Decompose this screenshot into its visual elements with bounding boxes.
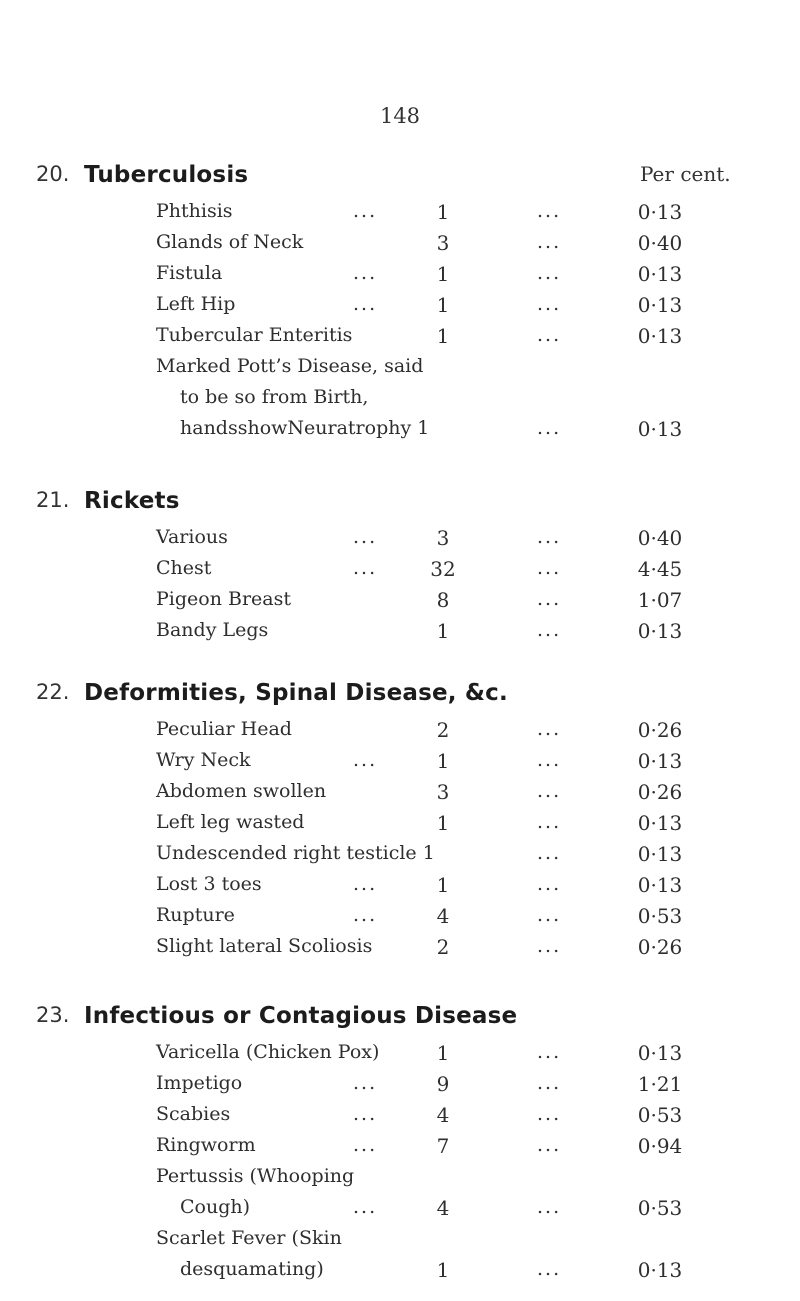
row-label: Glands of Neck xyxy=(156,231,304,253)
row-percent: 0·13 xyxy=(637,811,683,835)
row-label: Pertussis (Whooping xyxy=(156,1165,355,1187)
row-label: Various xyxy=(156,526,228,548)
leader-dots: ... xyxy=(353,293,378,315)
section-number: 23. xyxy=(36,1003,70,1027)
row-label: Cough) xyxy=(180,1196,251,1218)
leader-dots: ... xyxy=(537,842,562,864)
leader-dots: ... xyxy=(353,1103,378,1125)
row-label: Left leg wasted xyxy=(156,811,305,833)
table-row xyxy=(0,1165,800,1193)
page-number: 148 xyxy=(379,104,421,128)
leader-dots: ... xyxy=(537,904,562,926)
leader-dots: ... xyxy=(353,1072,378,1094)
leader-dots: ... xyxy=(537,1258,562,1280)
row-count: 1 xyxy=(436,619,450,643)
row-label: Slight lateral Scoliosis xyxy=(156,935,373,957)
row-label: Phthisis xyxy=(156,200,233,222)
table-row xyxy=(0,231,800,259)
table-row xyxy=(0,935,800,963)
row-label: Bandy Legs xyxy=(156,619,269,641)
row-count: 2 xyxy=(436,935,450,959)
row-count: 1 xyxy=(436,1041,450,1065)
leader-dots: ... xyxy=(353,262,378,284)
row-percent: 0·13 xyxy=(637,262,683,286)
leader-dots: ... xyxy=(537,811,562,833)
row-count: 3 xyxy=(436,231,450,255)
table-row xyxy=(0,749,800,777)
row-count: 1 xyxy=(436,749,450,773)
row-count: 4 xyxy=(436,1103,450,1127)
row-percent: 0·13 xyxy=(637,417,683,441)
leader-dots: ... xyxy=(353,526,378,548)
table-row xyxy=(0,588,800,616)
table-row xyxy=(0,200,800,228)
section-number: 20. xyxy=(36,162,70,186)
row-count: 4 xyxy=(436,904,450,928)
row-label: Left Hip xyxy=(156,293,236,315)
table-row xyxy=(0,557,800,585)
table-row xyxy=(0,1041,800,1069)
row-percent: 0·13 xyxy=(637,749,683,773)
per-cent-header: Per cent. xyxy=(640,162,731,186)
leader-dots: ... xyxy=(537,231,562,253)
table-row xyxy=(0,842,800,870)
row-count: 9 xyxy=(436,1072,450,1096)
leader-dots: ... xyxy=(353,200,378,222)
row-label: Peculiar Head xyxy=(156,718,292,740)
leader-dots: ... xyxy=(537,749,562,771)
row-percent: 0·53 xyxy=(637,904,683,928)
table-row xyxy=(0,780,800,808)
row-percent: 0·53 xyxy=(637,1103,683,1127)
row-percent: 1·07 xyxy=(637,588,683,612)
section-title: Infectious or Contagious Disease xyxy=(84,1003,518,1029)
row-count: 32 xyxy=(430,557,456,581)
leader-dots: ... xyxy=(537,1196,562,1218)
leader-dots: ... xyxy=(537,293,562,315)
row-label: Pigeon Breast xyxy=(156,588,291,610)
row-percent: 0·13 xyxy=(637,293,683,317)
row-percent: 0·13 xyxy=(637,1258,683,1282)
row-label: Chest xyxy=(156,557,212,579)
section-title: Deformities, Spinal Disease, &c. xyxy=(84,680,508,706)
table-row xyxy=(0,324,800,352)
table-row xyxy=(0,1103,800,1131)
row-count: 3 xyxy=(436,780,450,804)
leader-dots: ... xyxy=(353,873,378,895)
leader-dots: ... xyxy=(353,557,378,579)
section-title: Tuberculosis xyxy=(84,162,249,188)
table-row xyxy=(0,262,800,290)
row-count: 8 xyxy=(436,588,450,612)
row-percent: 1·21 xyxy=(637,1072,683,1096)
row-count: 1 xyxy=(436,811,450,835)
row-percent: 0·26 xyxy=(637,780,683,804)
table-row xyxy=(0,526,800,554)
row-percent: 0·13 xyxy=(637,324,683,348)
row-count: 1 xyxy=(436,873,450,897)
row-label: Lost 3 toes xyxy=(156,873,262,895)
table-row xyxy=(0,1227,800,1255)
row-count: 4 xyxy=(436,1196,450,1220)
leader-dots: ... xyxy=(537,1041,562,1063)
section-number: 21. xyxy=(36,488,70,512)
row-percent: 4·45 xyxy=(637,557,683,581)
row-percent: 0·26 xyxy=(637,935,683,959)
row-label: Marked Pott’s Disease, said xyxy=(156,355,424,377)
row-label: Rupture xyxy=(156,904,235,926)
section-number: 22. xyxy=(36,680,70,704)
row-count: 1 xyxy=(436,262,450,286)
table-row xyxy=(0,1258,800,1286)
row-count: 1 xyxy=(436,324,450,348)
table-row xyxy=(0,386,800,414)
leader-dots: ... xyxy=(537,873,562,895)
leader-dots: ... xyxy=(537,718,562,740)
row-label: Wry Neck xyxy=(156,749,251,771)
row-percent: 0·40 xyxy=(637,231,683,255)
leader-dots: ... xyxy=(537,935,562,957)
leader-dots: ... xyxy=(353,749,378,771)
leader-dots: ... xyxy=(537,1072,562,1094)
row-label: to be so from Birth, xyxy=(180,386,369,408)
leader-dots: ... xyxy=(537,1134,562,1156)
leader-dots: ... xyxy=(353,1134,378,1156)
leader-dots: ... xyxy=(537,417,562,439)
table-row xyxy=(0,355,800,383)
leader-dots: ... xyxy=(537,780,562,802)
row-count: 2 xyxy=(436,718,450,742)
leader-dots: ... xyxy=(353,904,378,926)
row-label: Undescended right testicle 1 xyxy=(156,842,435,864)
row-count: 1 xyxy=(436,293,450,317)
row-percent: 0·40 xyxy=(637,526,683,550)
row-label: Impetigo xyxy=(156,1072,243,1094)
table-row xyxy=(0,904,800,932)
leader-dots: ... xyxy=(537,588,562,610)
leader-dots: ... xyxy=(353,1196,378,1218)
leader-dots: ... xyxy=(537,200,562,222)
table-row xyxy=(0,417,800,445)
leader-dots: ... xyxy=(537,526,562,548)
row-percent: 0·13 xyxy=(637,873,683,897)
table-row xyxy=(0,811,800,839)
row-label: Scabies xyxy=(156,1103,231,1125)
row-percent: 0·13 xyxy=(637,619,683,643)
row-count: 1 xyxy=(436,1258,450,1282)
row-percent: 0·53 xyxy=(637,1196,683,1220)
table-row xyxy=(0,1196,800,1224)
table-row xyxy=(0,1134,800,1162)
row-percent: 0·94 xyxy=(637,1134,683,1158)
table-row xyxy=(0,1072,800,1100)
leader-dots: ... xyxy=(537,1103,562,1125)
row-label: Scarlet Fever (Skin xyxy=(156,1227,342,1249)
row-percent: 0·13 xyxy=(637,1041,683,1065)
table-row xyxy=(0,718,800,746)
row-label: desquamating) xyxy=(180,1258,324,1280)
row-percent: 0·13 xyxy=(637,842,683,866)
row-label: Ringworm xyxy=(156,1134,256,1156)
leader-dots: ... xyxy=(537,557,562,579)
table-row xyxy=(0,873,800,901)
row-percent: 0·26 xyxy=(637,718,683,742)
row-count: 3 xyxy=(436,526,450,550)
row-label: Fistula xyxy=(156,262,223,284)
leader-dots: ... xyxy=(537,262,562,284)
leader-dots: ... xyxy=(537,324,562,346)
row-label: Abdomen swollen xyxy=(156,780,327,802)
leader-dots: ... xyxy=(537,619,562,641)
row-label: Varicella (Chicken Pox) xyxy=(156,1041,380,1063)
row-count: 1 xyxy=(436,200,450,224)
row-count: 7 xyxy=(436,1134,450,1158)
section-title: Rickets xyxy=(84,488,180,514)
table-row xyxy=(0,293,800,321)
row-label: Tubercular Enteritis xyxy=(156,324,353,346)
table-row xyxy=(0,619,800,647)
row-percent: 0·13 xyxy=(637,200,683,224)
row-label: handsshowNeuratrophy 1 xyxy=(180,417,430,439)
